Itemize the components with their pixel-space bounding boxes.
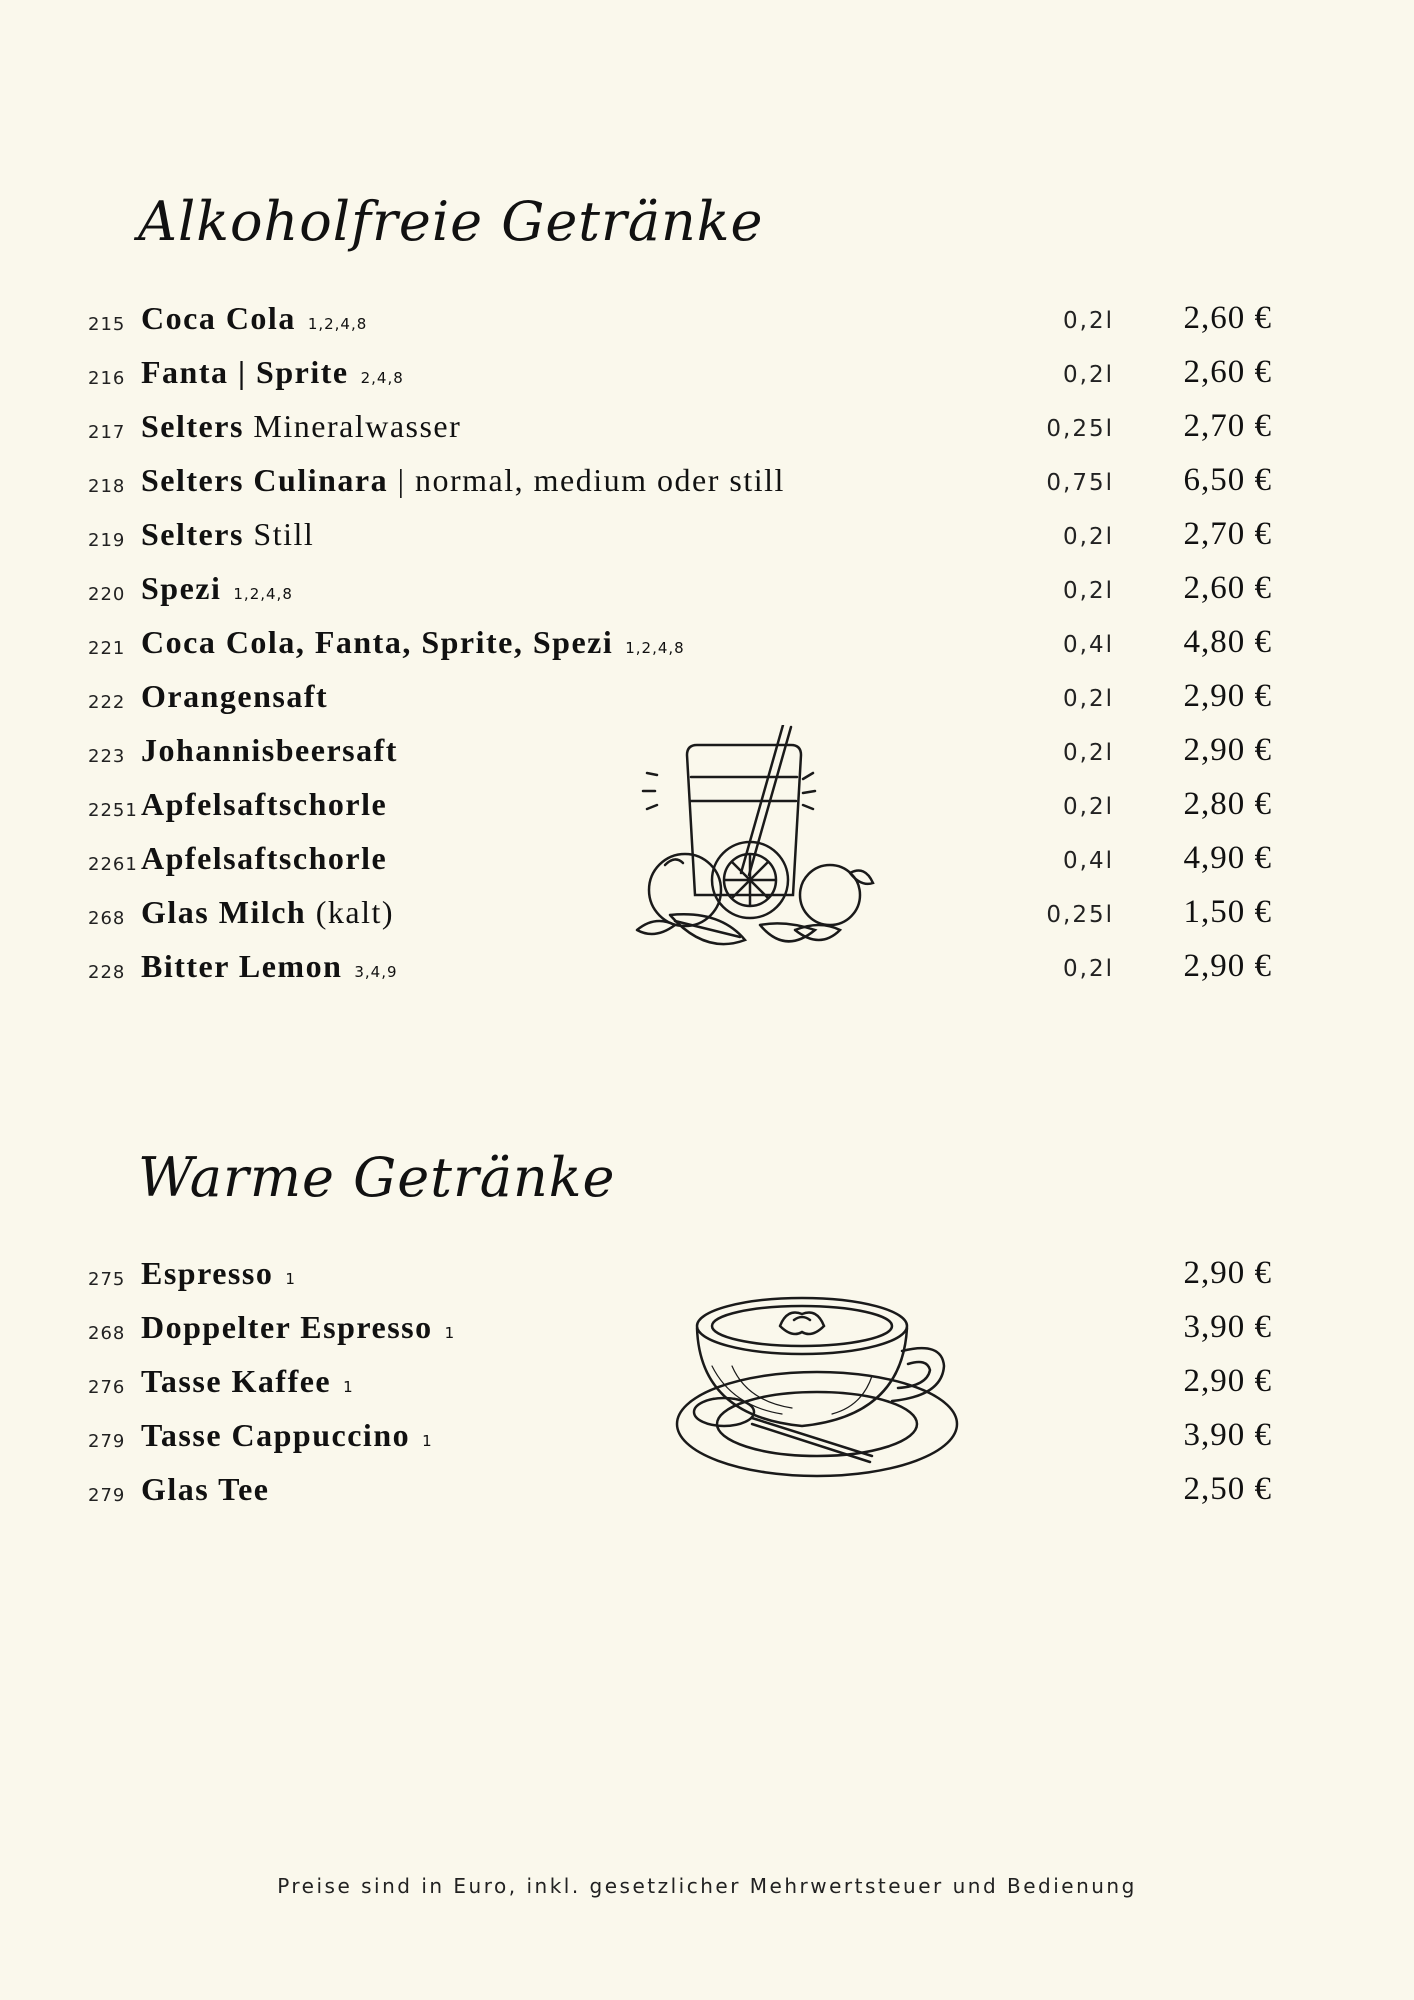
item-name: Tasse Kaffee — [141, 1363, 332, 1399]
item-name: Selters Culinara — [141, 462, 389, 498]
item-price: 2,70 € — [1183, 516, 1272, 552]
menu-item — [0, 458, 1414, 512]
item-description: Still — [243, 516, 315, 552]
item-volume: 0,2l — [1063, 524, 1114, 550]
item-price: 3,90 € — [1183, 1309, 1272, 1345]
item-price: 6,50 € — [1183, 462, 1272, 498]
item-volume: 0,2l — [1063, 794, 1114, 820]
item-price: 2,90 € — [1183, 732, 1272, 768]
item-additives: 1 — [444, 1324, 456, 1342]
item-number: 215 — [88, 314, 126, 335]
item-number: 222 — [88, 692, 126, 713]
item-name-line — [141, 840, 387, 877]
item-number: 217 — [88, 422, 126, 443]
item-volume: 0,2l — [1063, 362, 1114, 388]
item-price: 2,60 € — [1183, 570, 1272, 606]
item-volume: 0,25l — [1046, 902, 1114, 928]
item-name: Selters — [141, 516, 244, 552]
item-price: 2,60 € — [1183, 300, 1272, 336]
item-name: Spezi — [141, 570, 222, 606]
item-volume: 0,75l — [1046, 470, 1114, 496]
item-name: Apfelsaftschorle — [141, 840, 388, 876]
item-price: 2,50 € — [1183, 1471, 1272, 1507]
item-number: 268 — [88, 1323, 126, 1344]
item-number: 223 — [88, 746, 126, 767]
item-volume: 0,2l — [1063, 308, 1114, 334]
item-name-line — [141, 678, 328, 715]
item-number: 268 — [88, 908, 126, 929]
item-number: 279 — [88, 1431, 126, 1452]
menu-item — [0, 404, 1414, 458]
item-number: 216 — [88, 368, 126, 389]
item-price: 2,90 € — [1183, 948, 1272, 984]
item-number: 218 — [88, 476, 126, 497]
item-name: Bitter Lemon — [141, 948, 343, 984]
item-name-line — [141, 1417, 433, 1454]
item-additives: 1,2,4,8 — [307, 315, 368, 333]
item-description: (kalt) — [306, 894, 395, 930]
item-name-line — [141, 1471, 269, 1508]
section-title-cold-drinks: Alkoholfreie Getränke — [138, 190, 764, 253]
item-price: 3,90 € — [1183, 1417, 1272, 1453]
item-name: Fanta | Sprite — [141, 354, 349, 390]
item-price: 4,90 € — [1183, 840, 1272, 876]
menu-item — [0, 620, 1414, 674]
item-name-line — [141, 516, 314, 553]
item-price: 1,50 € — [1183, 894, 1272, 930]
item-price: 2,70 € — [1183, 408, 1272, 444]
item-number: 221 — [88, 638, 126, 659]
item-additives: 1 — [285, 1270, 296, 1288]
item-name: Selters — [141, 408, 244, 444]
item-additives: 2,4,8 — [360, 369, 404, 387]
coffee-cup-saucer-illustration — [672, 1296, 962, 1486]
item-name-line — [141, 624, 685, 661]
item-number: 276 — [88, 1377, 126, 1398]
item-number: 2251 — [88, 800, 138, 821]
footer-note: Preise sind in Euro, inkl. gesetzlicher Mehrwertsteuer und Bedienung — [277, 1874, 1137, 1898]
item-number: 220 — [88, 584, 126, 605]
item-name-line — [141, 1363, 354, 1400]
item-number: 275 — [88, 1269, 126, 1290]
item-name-line — [141, 570, 293, 607]
item-price: 4,80 € — [1183, 624, 1272, 660]
item-name-line — [141, 948, 398, 985]
item-name-line — [141, 1255, 296, 1292]
item-name: Johannisbeersaft — [141, 732, 398, 768]
item-volume: 0,2l — [1063, 956, 1114, 982]
item-price: 2,60 € — [1183, 354, 1272, 390]
item-name: Espresso — [141, 1255, 274, 1291]
item-volume: 0,25l — [1046, 416, 1114, 442]
item-name-line — [141, 786, 387, 823]
item-description: Mineralwasser — [243, 408, 462, 444]
item-name: Doppelter Espresso — [141, 1309, 433, 1345]
menu-item — [0, 674, 1414, 728]
item-name: Apfelsaftschorle — [141, 786, 388, 822]
item-price: 2,90 € — [1183, 1363, 1272, 1399]
item-number: 2261 — [88, 854, 138, 875]
item-name: Orangensaft — [141, 678, 329, 714]
item-additives: 1,2,4,8 — [625, 639, 685, 657]
item-name: Glas Milch — [141, 894, 307, 930]
menu-item — [0, 350, 1414, 404]
item-name-line — [141, 462, 785, 499]
item-name-line — [141, 354, 404, 391]
item-price: 2,90 € — [1183, 678, 1272, 714]
item-description: | normal, medium oder still — [388, 462, 785, 498]
item-name: Glas Tee — [141, 1471, 270, 1507]
item-additives: 1 — [343, 1378, 354, 1396]
menu-item — [0, 566, 1414, 620]
juice-glass-oranges-illustration — [625, 725, 885, 965]
item-name-line — [141, 300, 367, 337]
item-name-line — [141, 732, 398, 769]
menu-item — [0, 512, 1414, 566]
item-volume: 0,2l — [1063, 740, 1114, 766]
item-price: 2,90 € — [1183, 1255, 1272, 1291]
item-number: 279 — [88, 1485, 126, 1506]
item-number: 228 — [88, 962, 126, 983]
item-volume: 0,4l — [1063, 632, 1114, 658]
item-price: 2,80 € — [1183, 786, 1272, 822]
item-name: Coca Cola — [141, 300, 296, 336]
item-name: Tasse Cappuccino — [141, 1417, 411, 1453]
section-title-hot-drinks: Warme Getränke — [138, 1146, 616, 1209]
item-name: Coca Cola, Fanta, Sprite, Spezi — [141, 624, 614, 660]
item-additives: 3,4,9 — [354, 963, 398, 981]
menu-item — [0, 296, 1414, 350]
item-volume: 0,2l — [1063, 686, 1114, 712]
item-name-line — [141, 408, 461, 445]
item-additives: 1 — [422, 1432, 433, 1450]
item-name-line — [141, 1309, 455, 1346]
item-volume: 0,2l — [1063, 578, 1114, 604]
item-name-line — [141, 894, 394, 931]
item-volume: 0,4l — [1063, 848, 1114, 874]
item-additives: 1,2,4,8 — [233, 585, 293, 603]
item-number: 219 — [88, 530, 126, 551]
